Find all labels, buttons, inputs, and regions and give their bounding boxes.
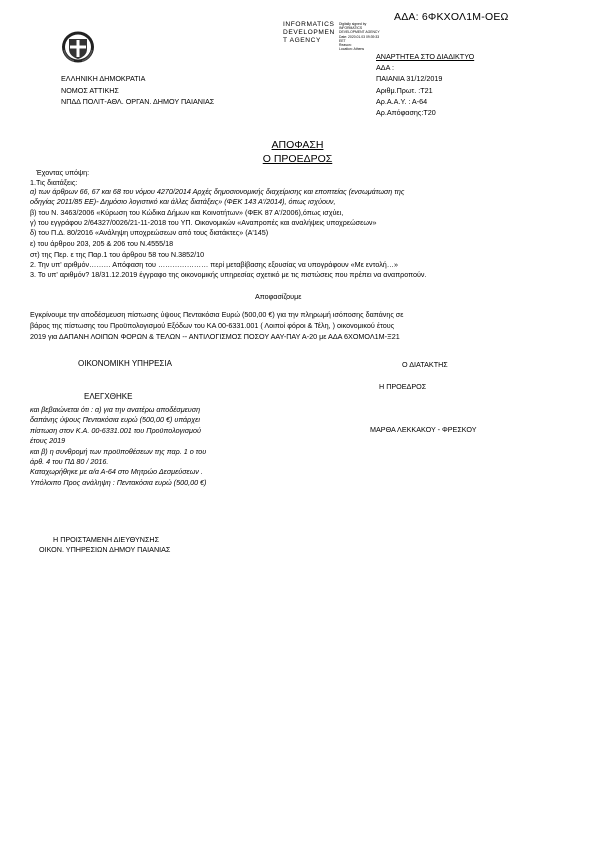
director-line: ΟΙΚΟΝ. ΥΠΗΡΕΣΙΩΝ ΔΗΜΟΥ ΠΑΙΑΝΙΑΣ [39,545,171,554]
body-line: ε) του άρθρου 203, 205 & 206 του Ν.4555/18 [30,239,174,248]
director-line: Η ΠΡΟΙΣΤΑΜΕΝΗ ΔΙΕΥΘΥΝΣΗΣ [53,535,160,544]
signature-detail: Location: Athens [339,47,365,52]
signature-detail: Reason: [339,43,352,48]
ada-number: ΑΔΑ: 6ΦΚΧΟΛ1Μ-ΟΕΩ [394,11,509,23]
header-left-line: ΝΟΜΟΣ ΑΤΤΙΚΗΣ [61,86,119,95]
president-label: Η ΠΡΟΕΔΡΟΣ [379,382,427,391]
check-line: και βεβαιώνεται ότι : α) για την ανατέρω αποδέσμευση [30,405,201,414]
signature-detail: Digitally signed by [339,22,367,26]
check-line: άρθ. 4 του ΠΔ 80 / 2016. [30,457,109,466]
decision-line: Εγκρίνουμε την αποδέσμευση πίστωσης ύψους Πεντακόσια Ευρώ (500,00 €) για την πληρωμή ισόποσης δαπάνης σε [30,310,404,319]
president-name: ΜΑΡΘΑ ΛΕΚΚΑΚΟΥ - ΦΡΕΣΚΟΥ [370,425,477,434]
body-line: 1.Τις διατάξεις: [30,178,78,187]
document-subtitle: Ο ΠΡΟΕΔΡΟΣ [262,153,333,165]
posted-notice: ΑΝΑΡΤΗΤΕΑ ΣΤΟ ΔΙΑΔΙΚΤΥΟ [376,52,475,61]
decision-line: βάρος της πίστωσης του Προϋπολογισμού Εξόδων του ΚΑ 00-6331.001 ( Λοιποί φόροι & Τέλη, ) οικονομικού έτους [30,321,395,330]
check-line: δαπάνης ύψους Πεντακόσια ευρώ (500,00 €) υπάρχει [30,415,200,424]
check-line: και β) η συνθρομή των προϋποθέσεων της παρ. 1 ο του [30,447,207,456]
body-line: β) του Ν. 3463/2006 «Κύρωση του Κώδικα Δήμων και Κοινοτήτων» (ΦΕΚ 87 Α'/2006),όπως ισχύει, [30,208,344,217]
header-right-line: Αριθμ.Πρωτ. :Τ21 [376,86,433,95]
check-line: Καταχωρήθηκε με α/α Α-64 στο Μητρώο Δεσμεύσεων . [30,467,203,476]
header-right-line: Αρ.Α.Α.Υ. : Α-64 [376,97,428,106]
ida-logo-line: T AGENCY [283,37,322,44]
header-left-line: ΕΛΛΗΝΙΚΗ ΔΗΜΟΚΡΑΤΙΑ [61,74,146,83]
body-line: Έχοντας υπόψη: [36,168,90,177]
decision-heading: Αποφασίζουμε [255,292,302,301]
body-line: γ) του εγγράφου 2/64327/0026/21-11-2018 του ΥΠ. Οικονομικών «Αναπροπές και αναλήψεις υποχρεώσεων» [30,218,377,227]
check-line: έτους 2019 [30,436,66,445]
body-line: 2. Την υπ' αριθμόν……… Απόφαση του ………………… περί μεταβίβασης εξουσίας να υπογράφουν «Με εντολή…» [30,260,398,269]
body-line: στ) της Περ. ε της Παρ.1 του άρθρου 58 του Ν.3852/10 [30,250,205,259]
ida-logo-line: DEVELOPMEN [283,29,335,36]
header-left-line: ΝΠΔΔ ΠΟΛΙΤ-ΑΘΛ. ΟΡΓΑΝ. ΔΗΜΟΥ ΠΑΙΑΝΙΑΣ [61,97,215,106]
header-right-line: ΑΔΑ : [376,63,394,72]
authorizer-label: Ο ΔΙΑΤΑΚΤΗΣ [402,360,448,369]
decision-line: 2019 για ΔΑΠΑΝΗ ΛΟΙΠΩΝ ΦΟΡΩΝ & ΤΕΛΩΝ -- ΑΝΤΙΛΟΓΙΣΜΟΣ ΠΟΣΟΥ ΑΑΥ-ΠΑΥ Α-20 με ΑΔΑ 6ΧΟΜΟΛ1Μ-Ξ21 [30,332,400,341]
header-right-line: Αρ.Απόφασης:Τ20 [376,108,436,117]
signature-detail: DEVELOPMENT AGENCY [339,30,380,35]
checked-label: ΕΛΕΓΧΘΗΚΕ [84,392,133,401]
finance-service-label: ΟΙΚΟΝΟΜΙΚΗ ΥΠΗΡΕΣΙΑ [78,359,172,368]
signature-detail: EET [339,38,346,43]
digital-signature-details [339,22,380,51]
header-right-line: ΠΑΙΑΝΙΑ 31/12/2019 [376,74,443,83]
signature-detail: Date: 2020.01.03 09:39:33 [339,34,380,39]
body-line: α) των άρθρων 66, 67 και 68 του νόμου 4270/2014 Αρχές δημοσιονομικής διαχείρισης και εποπτείας (ενσωμάτωση της [30,187,405,196]
document-title: ΑΠΟΦΑΣΗ [271,139,324,151]
body-line: 3. Το υπ' αριθμόν? 18/31.12.2019 έγγραφο της οικονομικής υπηρεσίας σχετικό με τις πιστώσεις που πρέπει να αναπροπούν. [30,270,427,279]
signature-detail: INFORMATICS [339,26,363,31]
ida-logo-line: INFORMATICS [283,21,335,28]
check-line: πίστωση στον Κ.Α. 00-6331.001 του Προϋπολογισμού [30,426,201,435]
check-line: Υπόλοιπο Προς ανάληψη : Πεντακόσια ευρώ (500,00 €) [30,478,207,487]
greek-emblem-icon [60,30,96,64]
ida-signature-logo [283,21,335,45]
body-line: δ) του Π.Δ. 80/2016 «Ανάληψη υποχρεώσεων από τους διατάκτες» (Α'145) [30,228,269,237]
body-line: οδηγίας 2011/85 ΕΕ)- Δημόσιο λογιστικό και άλλες διατάξεις» (ΦΕΚ 143 Α'/2014), όπως ισχύουν, [30,197,336,206]
